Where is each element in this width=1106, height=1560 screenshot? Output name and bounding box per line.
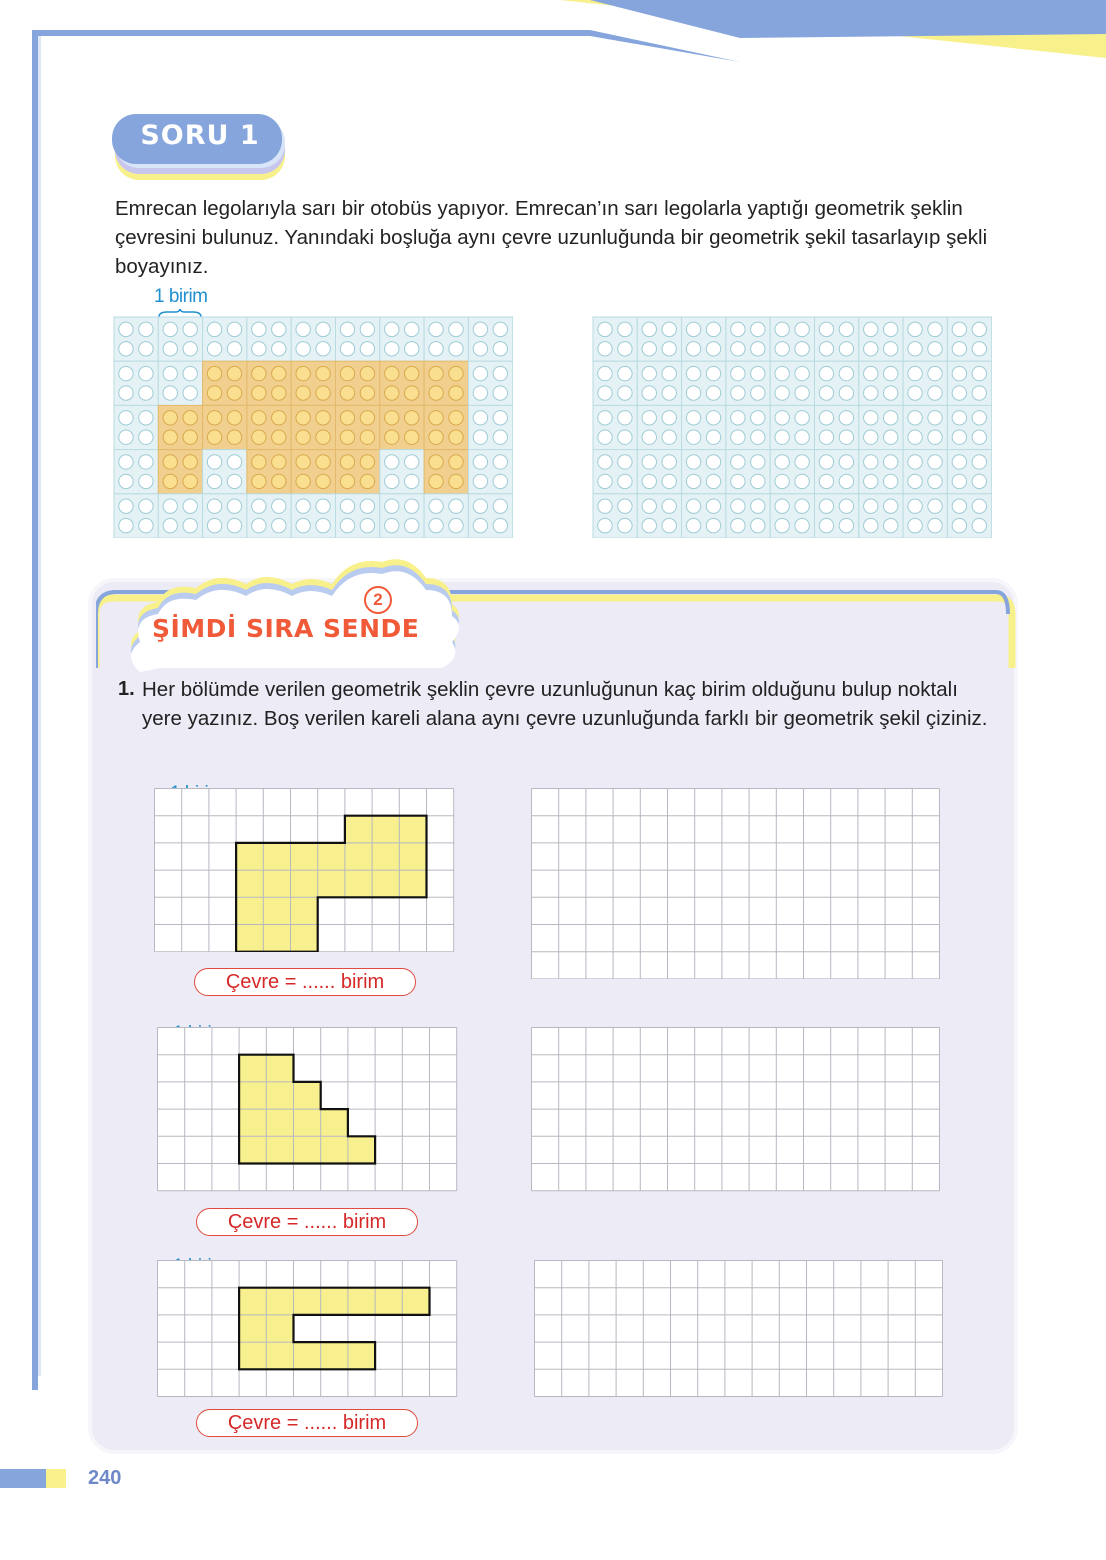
- shape-cell: [239, 1136, 266, 1163]
- lego-brick: [114, 405, 158, 449]
- lego-brick: [114, 450, 158, 494]
- lego-brick: [424, 494, 468, 538]
- shape-cell: [291, 925, 318, 952]
- shape-cell: [294, 1109, 321, 1136]
- section-number-badge: 2: [364, 586, 392, 614]
- shape-cell: [318, 843, 345, 870]
- exercise-3-perimeter-answer[interactable]: Çevre = ...... birim: [196, 1409, 418, 1437]
- lego-brick: [468, 405, 512, 449]
- shape-cell: [294, 1082, 321, 1109]
- lego-brick: [247, 494, 291, 538]
- lego-brick: [203, 317, 247, 361]
- shape-cell: [236, 925, 263, 952]
- exercise-2-drawing-grid[interactable]: [531, 1027, 942, 1192]
- lego-brick-yellow: [380, 361, 424, 405]
- shape-cell: [239, 1315, 266, 1342]
- shape-cell: [266, 1315, 293, 1342]
- shape-cell: [372, 843, 399, 870]
- shape-cell: [266, 1136, 293, 1163]
- shape-cell: [236, 897, 263, 924]
- lego-brick: [637, 361, 681, 405]
- question-badge-label: SORU 1: [140, 120, 260, 151]
- lego-brick-yellow: [203, 361, 247, 405]
- page-number: 240: [88, 1467, 122, 1489]
- intro-text: Emrecan legolarıyla sarı bir otobüs yapıyor. Emrecan’ın sarı legolarla yaptığı geometrik şeklin çevresini bulunuz. Yanındaki boşluğa aynı çevre uzunluğunda bir geometrik şekil tasarlayıp şekli boyayınız.: [115, 197, 988, 278]
- shape-cell: [266, 1342, 293, 1369]
- shape-cell: [263, 925, 290, 952]
- lego-brick: [158, 494, 202, 538]
- shape-cell: [263, 843, 290, 870]
- lego-brick-yellow: [291, 450, 335, 494]
- shape-cell: [294, 1342, 321, 1369]
- lego-brick: [380, 494, 424, 538]
- lego-brick: [770, 361, 814, 405]
- grid-background: [158, 1261, 457, 1397]
- exercise-1-drawing-grid[interactable]: [531, 788, 942, 979]
- lego-brick: [815, 450, 859, 494]
- lego-brick: [336, 494, 380, 538]
- lego-brick: [903, 405, 947, 449]
- lego-brick-yellow: [247, 405, 291, 449]
- exercise-1-perimeter-answer[interactable]: Çevre = ...... birim: [194, 968, 416, 996]
- lego-brick-yellow: [291, 361, 335, 405]
- lego-brick: [158, 361, 202, 405]
- shape-cell: [399, 816, 426, 843]
- lego-brick: [770, 317, 814, 361]
- exercise-2-perimeter-answer[interactable]: Çevre = ...... birim: [196, 1208, 418, 1236]
- shape-cell: [402, 1288, 429, 1315]
- lego-brick: [637, 405, 681, 449]
- lego-brick: [424, 317, 468, 361]
- lego-brick: [336, 317, 380, 361]
- shape-cell: [321, 1136, 348, 1163]
- lego-brick: [114, 361, 158, 405]
- shape-cell: [266, 1082, 293, 1109]
- shape-cell: [266, 1055, 293, 1082]
- lego-bus-grid: [113, 316, 513, 538]
- lego-brick: [247, 317, 291, 361]
- lego-empty-grid[interactable]: [592, 316, 992, 538]
- lego-brick: [815, 494, 859, 538]
- lego-brick: [726, 494, 770, 538]
- lego-brick: [593, 494, 637, 538]
- lego-brick: [593, 317, 637, 361]
- lego-brick: [593, 405, 637, 449]
- lego-brick-yellow: [291, 405, 335, 449]
- shape-cell: [239, 1288, 266, 1315]
- shape-cell: [372, 816, 399, 843]
- lego-brick-yellow: [247, 450, 291, 494]
- lego-brick: [903, 450, 947, 494]
- shape-cell: [263, 870, 290, 897]
- shape-cell: [375, 1288, 402, 1315]
- exercise-2-shape-grid: [157, 1027, 459, 1192]
- shape-cell: [345, 816, 372, 843]
- grid-background: [535, 1261, 943, 1397]
- shape-cell: [239, 1342, 266, 1369]
- lego-brick: [947, 405, 991, 449]
- lego-brick: [291, 317, 335, 361]
- lego-brick: [380, 450, 424, 494]
- lego-brick: [770, 450, 814, 494]
- lego-brick: [291, 494, 335, 538]
- grid-background: [532, 789, 940, 979]
- lego-brick: [380, 317, 424, 361]
- lego-brick: [770, 494, 814, 538]
- lego-brick: [947, 494, 991, 538]
- shape-cell: [348, 1288, 375, 1315]
- shape-cell: [263, 897, 290, 924]
- question-badge: [112, 114, 288, 184]
- lego-brick: [859, 361, 903, 405]
- lego-brick: [682, 405, 726, 449]
- shape-cell: [321, 1288, 348, 1315]
- shape-cell: [321, 1109, 348, 1136]
- lego-brick: [114, 494, 158, 538]
- lego-brick: [726, 317, 770, 361]
- lego-brick: [468, 450, 512, 494]
- shape-cell: [372, 870, 399, 897]
- exercise-3-shape-grid: [157, 1260, 461, 1398]
- lego-brick: [947, 361, 991, 405]
- lego-brick-yellow: [247, 361, 291, 405]
- shape-cell: [318, 870, 345, 897]
- exercise-3-drawing-grid[interactable]: [534, 1260, 945, 1398]
- lego-brick: [593, 361, 637, 405]
- shape-cell: [239, 1109, 266, 1136]
- shape-cell: [291, 870, 318, 897]
- lego-brick-yellow: [380, 405, 424, 449]
- footer-yellow-bar: [46, 1469, 66, 1488]
- lego-brick: [815, 361, 859, 405]
- lego-brick: [726, 361, 770, 405]
- lego-brick: [815, 405, 859, 449]
- lego-brick: [468, 361, 512, 405]
- shape-cell: [291, 843, 318, 870]
- lego-brick: [903, 361, 947, 405]
- lego-brick-yellow: [336, 405, 380, 449]
- shape-cell: [348, 1342, 375, 1369]
- lego-brick: [203, 494, 247, 538]
- lego-brick: [637, 450, 681, 494]
- lego-brick: [637, 494, 681, 538]
- shape-cell: [236, 870, 263, 897]
- lego-brick-yellow: [158, 405, 202, 449]
- shape-cell: [399, 870, 426, 897]
- lego-brick: [593, 450, 637, 494]
- lego-brick-yellow: [336, 361, 380, 405]
- lego-brick-yellow: [424, 450, 468, 494]
- lego-brick: [770, 405, 814, 449]
- shape-cell: [345, 870, 372, 897]
- lego-brick: [726, 405, 770, 449]
- question-number: 1.: [118, 678, 135, 700]
- lego-brick: [114, 317, 158, 361]
- lego-brick: [637, 317, 681, 361]
- lego-brick: [947, 450, 991, 494]
- lego-brick: [859, 405, 903, 449]
- shape-cell: [294, 1136, 321, 1163]
- lego-brick: [682, 450, 726, 494]
- shape-cell: [399, 843, 426, 870]
- shape-cell: [321, 1342, 348, 1369]
- lego-brick-yellow: [424, 405, 468, 449]
- lego-brick-yellow: [424, 361, 468, 405]
- lego-brick: [682, 317, 726, 361]
- lego-brick: [903, 317, 947, 361]
- shape-cell: [291, 897, 318, 924]
- exercise-1-shape-grid: [154, 788, 456, 952]
- lego-brick: [468, 317, 512, 361]
- lego-brick: [859, 317, 903, 361]
- lego-brick: [203, 450, 247, 494]
- shape-cell: [239, 1055, 266, 1082]
- section-title: ŞİMDİ SIRA SENDE: [152, 614, 420, 643]
- question-text: Her bölümde verilen geometrik şeklin çevre uzunluğunun kaç birim olduğunu bulup noktalı yere yazınız. Boş verilen kareli alana aynı çevre uzunluğunda farklı bir geometrik şekil çiziniz.: [142, 678, 988, 730]
- lego-brick: [682, 494, 726, 538]
- lego-brick: [947, 317, 991, 361]
- lego-brick: [903, 494, 947, 538]
- shape-cell: [345, 843, 372, 870]
- lego-brick-yellow: [336, 450, 380, 494]
- footer-blue-bar: [0, 1469, 46, 1488]
- lego-brick: [468, 494, 512, 538]
- shape-cell: [294, 1288, 321, 1315]
- shape-cell: [266, 1109, 293, 1136]
- lego-brick: [859, 494, 903, 538]
- lego-brick-yellow: [158, 450, 202, 494]
- lego-brick: [682, 361, 726, 405]
- shape-cell: [266, 1288, 293, 1315]
- lego-brick: [158, 317, 202, 361]
- shape-cell: [236, 843, 263, 870]
- lego-brick: [859, 450, 903, 494]
- shape-cell: [348, 1136, 375, 1163]
- lego-brick: [726, 450, 770, 494]
- lego-brick: [815, 317, 859, 361]
- shape-cell: [239, 1082, 266, 1109]
- lego-brick-yellow: [203, 405, 247, 449]
- unit-label: 1 birim: [154, 286, 208, 307]
